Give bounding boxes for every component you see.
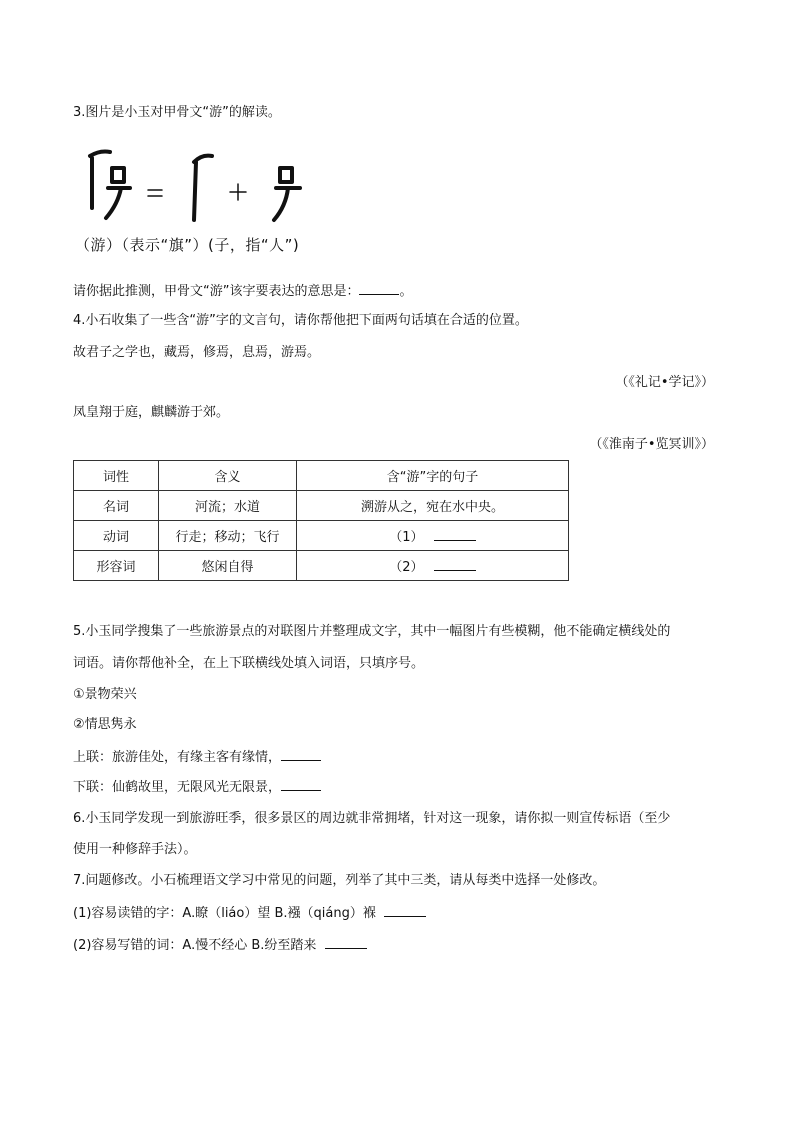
q3-prompt-text: 请你据此推测，甲骨文“游”该字要表达的意思是： [73,284,360,299]
table-cell: 形容词 [74,551,159,581]
table-cell-answer [297,551,569,581]
q5-option-1: ①景物荣兴 [73,687,137,702]
oracle-bone-you-glyph-diagram [78,146,318,230]
vocab-table [73,460,569,581]
table-cell: 河流；水道 [159,491,297,521]
upper-couplet-text: 上联：旅游佳处，有缘主客有缘情， [73,750,282,765]
q7-item-1 [73,904,426,923]
q6-line-2: 使用一种修辞手法）。 [73,842,197,857]
q3-title: 3.图片是小玉对甲骨文“游”的解读。 [73,105,281,120]
q3-prompt: 请你据此推测，甲骨文“游”该字要表达的意思是： 。 [73,284,413,299]
table-header: 含“游”字的句子 [297,461,569,491]
q5-lower-couplet [73,778,321,797]
q5-title-line-2: 词语。请你帮他补全，在上下联横线处填入词语，只填序号。 [73,656,425,671]
table-cell-answer [297,521,569,551]
q7-item-2-text: (2)容易写错的词：A.慢不经心 B.纷至踏来 [73,938,317,953]
answer-blank[interactable] [359,282,399,295]
q4-title: 4.小石收集了一些含“游”字的文言句，请你帮他把下面两句话填在合适的位置。 [73,313,528,328]
table-header-row [74,461,569,491]
q4-sentence-2: 凤皇翔于庭，麒麟游于郊。 [73,405,230,420]
answer-blank[interactable] [281,748,321,761]
table-cell: 溯游从之，宛在水中央。 [297,491,569,521]
table-header: 词性 [74,461,159,491]
q7-item-1-text: (1)容易读错的字：A.瞭（liáo）望 B.襁（qiáng）褓 [73,906,376,921]
q7-title: 7.问题修改。小石梳理语文学习中常见的问题，列举了其中三类，请从每类中选择一处修改。 [73,873,606,888]
table-row [74,491,569,521]
table-cell: 动词 [74,521,159,551]
table-cell: 名词 [74,491,159,521]
answer-blank[interactable] [434,558,476,571]
q4-sentence-1: 故君子之学也，藏焉，修焉，息焉，游焉。 [73,345,321,360]
q7-item-2 [73,936,367,955]
glyph-caption: （游）（表示“旗”）(子，指“人”) [75,236,300,254]
q5-upper-couplet [73,748,321,767]
answer-blank[interactable] [281,778,321,791]
table-cell: 行走；移动；飞行 [159,521,297,551]
answer-label: （1） [389,530,424,545]
answer-label: （2） [389,560,424,575]
q5-option-2: ②情思隽永 [73,717,137,732]
table-cell: 悠闲自得 [159,551,297,581]
answer-blank[interactable] [325,936,367,949]
table-row [74,521,569,551]
answer-blank[interactable] [384,904,426,917]
answer-blank[interactable] [434,528,476,541]
q5-title-line-1: 5.小玉同学搜集了一些旅游景点的对联图片并整理成文字，其中一幅图片有些模糊，他不能确定横线处的 [73,624,671,639]
q4-source-2: （《淮南子•览冥训》） [589,437,714,452]
table-row [74,551,569,581]
lower-couplet-text: 下联：仙鹤故里，无限风光无限景， [73,780,282,795]
q4-source-1: （《礼记•学记》） [615,375,714,390]
table-header: 含义 [159,461,297,491]
q6-line-1: 6.小玉同学发现一到旅游旺季，很多景区的周边就非常拥堵，针对这一现象，请你拟一则宣传标语（至少 [73,811,671,826]
